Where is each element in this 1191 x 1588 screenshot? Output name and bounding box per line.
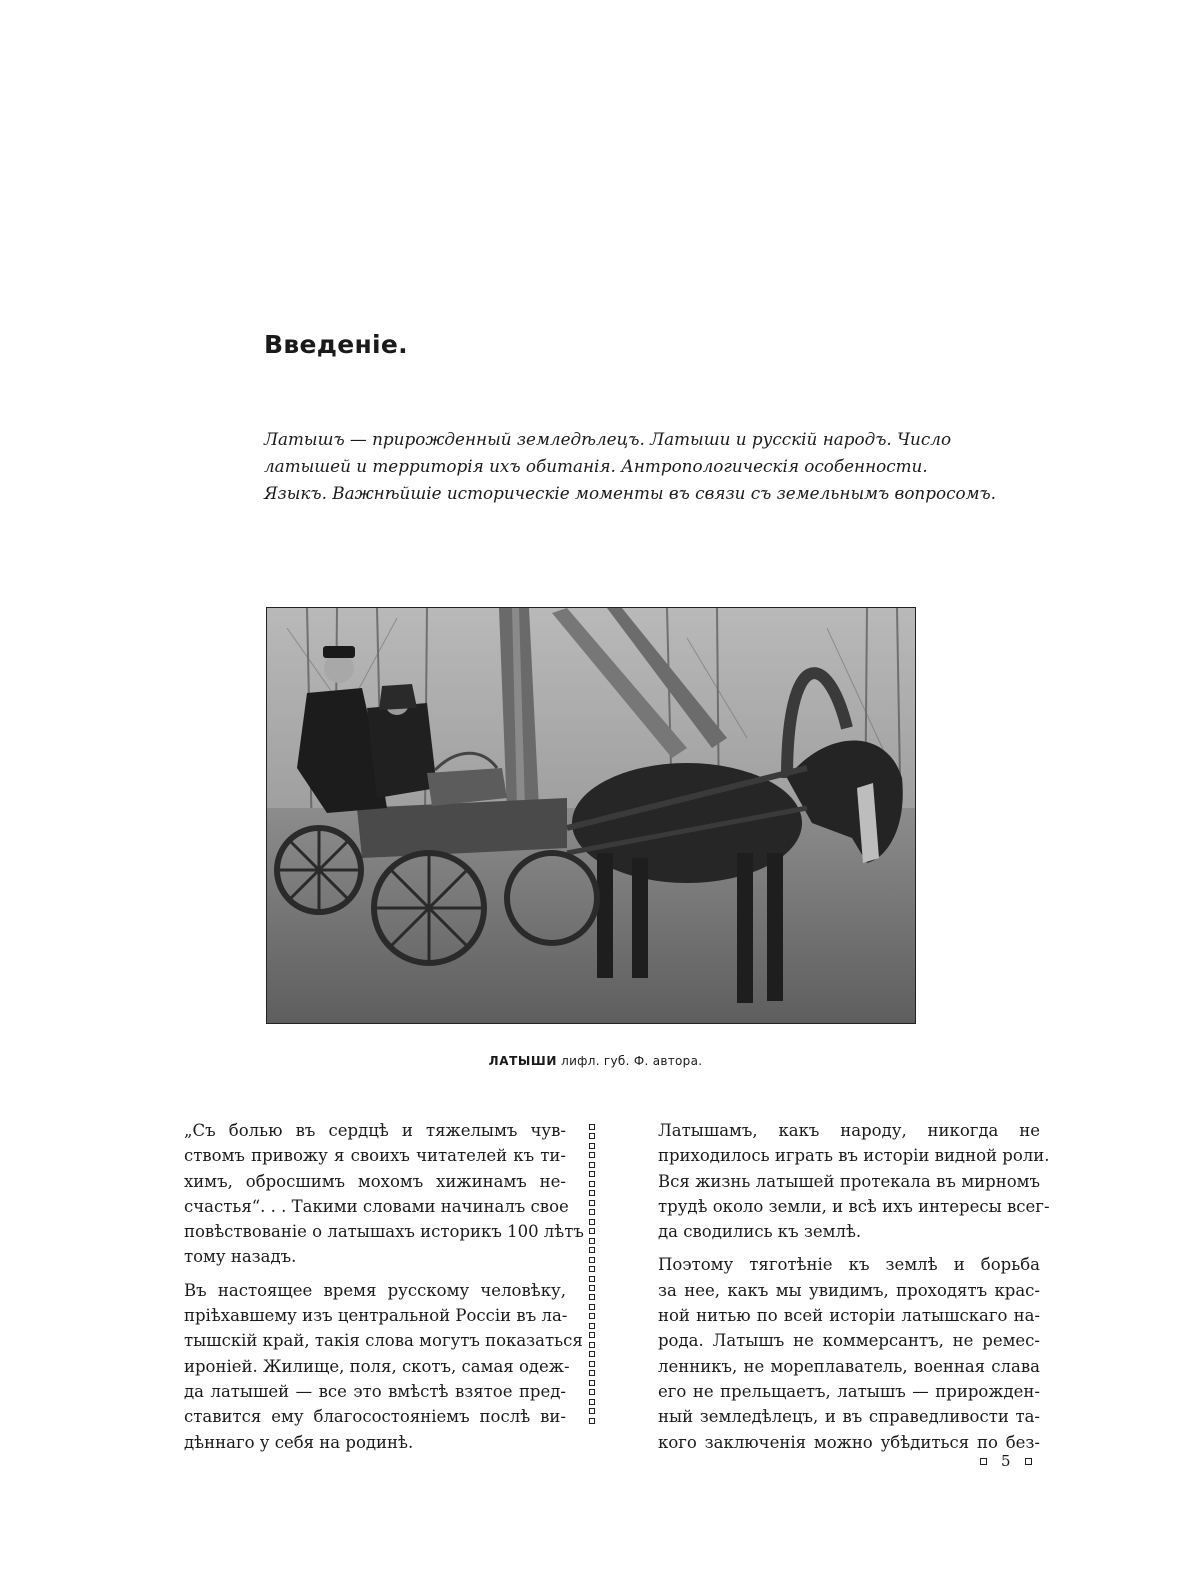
text-line: тому назадъ. [184,1247,297,1267]
paragraph [138,1278,583,1455]
text-line: пріѣхавшему изъ центральной Россіи въ ла- [184,1306,568,1326]
text-line: приходилось играть въ исторіи видной роли. [658,1146,1050,1166]
text-line: дѣннаго у себя на родинѣ. [184,1432,414,1452]
text-line: химъ, обросшимъ мохомъ хижинамъ не- [184,1171,566,1191]
text-line: ствомъ привожу я своихъ читателей къ ти- [184,1146,566,1166]
square-ornament-icon [980,1458,987,1465]
summary-line: Латышъ — прирожденный земледѣлецъ. Латыши и русскій народъ. Число [264,429,952,449]
text-line: да латышей — все это вмѣстѣ взятое пред- [184,1381,566,1401]
text-line: трудѣ около земли, и всѣ ихъ интересы всег- [658,1196,1050,1216]
text-line: ироніей. Жилище, поля, скотъ, самая одеж- [184,1356,570,1376]
square-ornament-icon [1025,1458,1032,1465]
page-number [980,1452,1032,1470]
text-line: ной нитью по всей исторіи латышскаго на- [658,1306,1040,1326]
section-title: Введеніе. [264,330,408,359]
right-column [612,1118,1050,1463]
text-line: счастья“. . . Такими словами начиналъ свое [184,1196,569,1216]
text-line: повѣствованіе о латышахъ историкъ 100 лѣтъ [184,1222,584,1242]
summary-line: латышей и территорія ихъ обитанія. Антропологическія особенности. [264,456,928,476]
paragraph [612,1252,1040,1454]
text-line: ставится ему благосостояніемъ послѣ ви- [184,1407,566,1427]
caption-title: ЛАТЫШИ [488,1054,557,1068]
paragraph [138,1118,584,1270]
text-line: Поэтому тяготѣніе къ землѣ и борьба [658,1255,1040,1275]
column-divider [587,1124,597,1424]
photo-illustration [267,608,915,1023]
text-line: Въ настоящее время русскому человѣку, [184,1280,566,1300]
text-line: за нее, какъ мы увидимъ, проходятъ крас- [658,1280,1040,1300]
text-line: Вся жизнь латышей протекала въ мирномъ [658,1171,1040,1191]
summary-line: Языкъ. Важнѣйшіе историческіе моменты въ связи съ земельнымъ вопросомъ. [264,483,997,503]
chapter-summary [264,426,997,507]
text-line: Латышамъ, какъ народу, никогда не [658,1121,1040,1140]
left-column [138,1118,584,1463]
text-line: кого заключенія можно убѣдиться по без- [658,1432,1040,1452]
text-line: его не прельщаетъ, латышъ — прирожден- [658,1381,1040,1401]
figure-photo [266,607,916,1024]
text-line: да сводились къ землѣ. [658,1222,862,1242]
paragraph [612,1118,1050,1244]
figure-caption [0,1054,1191,1068]
text-line: тышскій край, такія слова могутъ показаться [184,1331,583,1351]
page-number-text: 5 [1001,1452,1011,1470]
text-line: рода. Латышъ не коммерсантъ, не ремес- [658,1331,1040,1351]
caption-text: лифл. губ. Ф. автора. [561,1054,703,1068]
text-line: „Съ болью въ сердцѣ и тяжелымъ чув- [184,1121,566,1140]
text-line: ленникъ, не мореплаватель, военная слава [658,1356,1040,1376]
text-line: ный земледѣлецъ, и въ справедливости та- [658,1407,1040,1427]
